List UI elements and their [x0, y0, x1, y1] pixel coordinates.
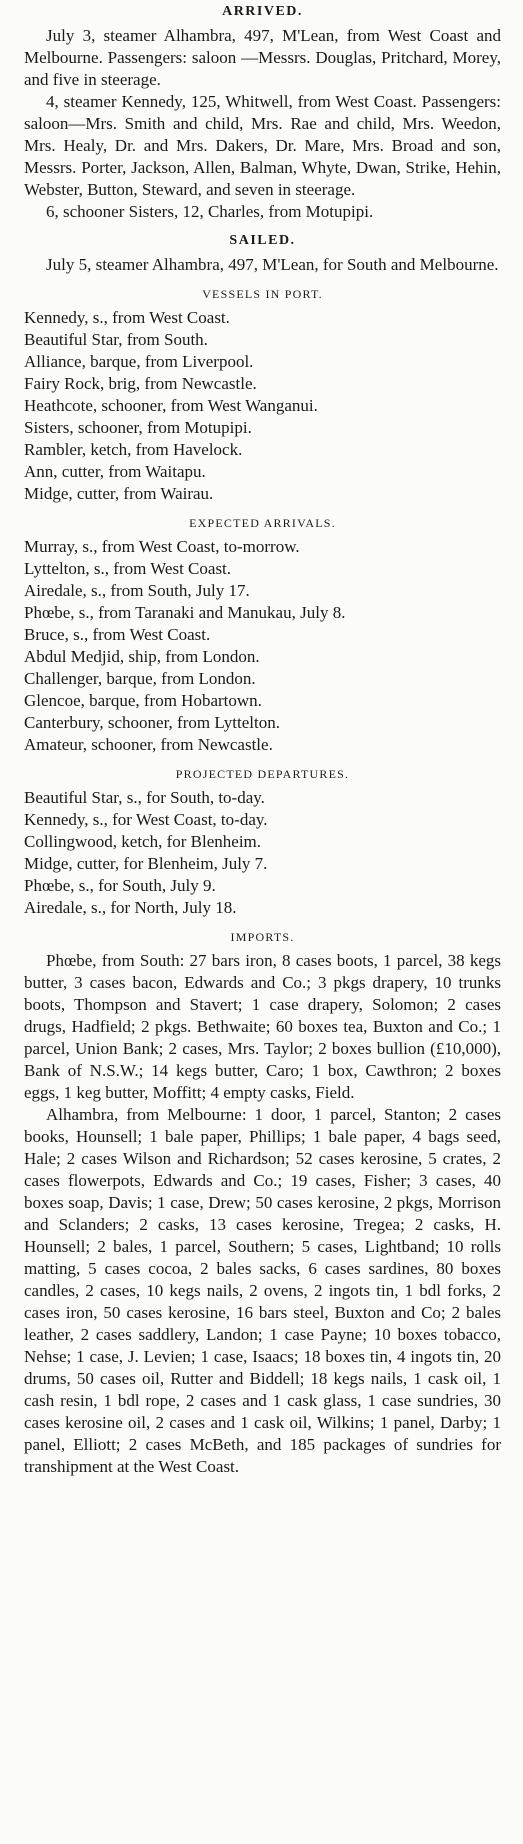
list-item: Kennedy, s., from West Coast. [24, 308, 230, 327]
list-item: Beautiful Star, s., for South, to-day. [24, 788, 265, 807]
list-item: Glencoe, barque, from Hobartown. [24, 691, 262, 710]
imports-heading: IMPORTS. [230, 930, 295, 944]
list-item: Phœbe, s., for South, July 9. [24, 876, 216, 895]
list-item: Lyttelton, s., from West Coast. [24, 559, 232, 578]
list-item: Beautiful Star, from South. [24, 330, 208, 349]
projected-departures-list [24, 787, 501, 919]
list-item: Murray, s., from West Coast, to-morrow. [24, 537, 300, 556]
list-item: Abdul Medjid, ship, from London. [24, 647, 260, 666]
list-item: Amateur, schooner, from Newcastle. [24, 735, 273, 754]
arrived-entry-kennedy: 4, steamer Kennedy, 125, Whitwell, from West Coast. Passengers: saloon—Mrs. Smith and child, Mrs. Rae and child, Mrs. Weedon, Mrs. Healy, Dr. and Mrs. Dakers, Dr. Mare, Mrs. Broad and son, Messrs. Porter, Jackson, Allen, Balman, Whyte, Dwan, Strike, Hehin, Webster, Button, Steward, and seven in steerage. [24, 92, 501, 199]
arrived-heading: ARRIVED. [222, 4, 303, 19]
list-item: Collingwood, ketch, for Blenheim. [24, 832, 262, 851]
projected-departures-heading: PROJECTED DEPARTURES. [175, 767, 350, 781]
list-item: Phœbe, s., from Taranaki and Manukau, July 8. [24, 603, 346, 622]
list-item: Airedale, s., from South, July 17. [24, 581, 250, 600]
list-item: Rambler, ketch, from Havelock. [24, 440, 243, 459]
list-item: Midge, cutter, from Wairau. [24, 484, 214, 503]
vessels-in-port-heading: VESSELS IN PORT. [202, 287, 323, 301]
imports-entry-alhambra: Alhambra, from Melbourne: 1 door, 1 parcel, Stanton; 2 cases books, Hounsell; 1 bale paper, Phillips; 1 bale paper, 4 bags seed, Hale; 2 cases Wilson and Richardson; 52 cases kerosine, 5 crates, 2 cases flowerpots, Edwards and Co.; 19 cases, Fisher; 3 cases, 40 boxes soap, Davis; 1 case, Drew; 50 cases kerosine, 2 pkgs, Morrison and Sclanders; 2 casks, 13 cases kerosine, Tregea; 2 casks, H. Hounsell; 2 bales, 1 parcel, Southern; 5 cases, Lightband; 10 rolls matting, 5 cases cocoa, 2 bales sacks, 6 cases sardines, 80 boxes candles, 2 cases, 10 kegs nails, 2 ovens, 2 ingots tin, 1 bdl forks, 2 cases iron, 50 cases kerosine, 16 bars steel, Buxton and Co; 2 bales leather, 2 cases saddlery, Landon; 1 case Payne; 10 boxes tobacco, Nehse; 1 case, J. Levien; 1 case, Isaacs; 18 boxes tin, 4 ingots tin, 20 drums, 50 cases oil, Rutter and Biddell; 18 kegs nails, 1 cask oil, 1 cash resin, 1 bdl rope, 2 cases and 1 cask glass, 1 case sundries, 30 cases kerosine oil, 2 cases and 1 cask oil, Wilkins; 1 panel, Darby; 1 panel, Elliott; 2 cases McBeth, and 185 packages of sundries for transhipment at the West Coast. [24, 1105, 501, 1476]
list-item: Canterbury, schooner, from Lyttelton. [24, 713, 280, 732]
expected-arrivals-heading: EXPECTED ARRIVALS. [189, 516, 336, 530]
vessels-in-port-list [24, 307, 501, 505]
imports-entry-phoebe: Phœbe, from South: 27 bars iron, 8 cases boots, 1 parcel, 38 kegs butter, 3 cases bacon, Edwards and Co.; 3 pkgs drapery, 10 trunks boots, Thompson and Stavert; 1 case drapery, Solomon; 2 cases drugs, Hadfield; 2 pkgs. Bethwaite; 60 boxes tea, Buxton and Co.; 1 parcel, Union Bank; 2 cases, Mrs. Taylor; 2 boxes bullion (£10,000), Bank of N.S.W.; 14 kegs butter, Caro; 1 box, Cawthron; 2 boxes eggs, 1 keg butter, Moffitt; 4 empty casks, Field. [24, 951, 501, 1102]
list-item: Midge, cutter, for Blenheim, July 7. [24, 854, 268, 873]
sailed-heading: SAILED. [229, 233, 296, 248]
arrived-entry-sisters: 6, schooner Sisters, 12, Charles, from Motupipi. [46, 202, 374, 221]
list-item: Ann, cutter, from Waitapu. [24, 462, 206, 481]
sailed-entry-alhambra: July 5, steamer Alhambra, 497, M'Lean, for South and Melbourne. [46, 255, 499, 274]
list-item: Heathcote, schooner, from West Wanganui. [24, 396, 318, 415]
list-item: Alliance, barque, from Liverpool. [24, 352, 254, 371]
list-item: Airedale, s., for North, July 18. [24, 898, 237, 917]
arrived-entry-alhambra: July 3, steamer Alhambra, 497, M'Lean, from West Coast and Melbourne. Passengers: saloon —Messrs. Douglas, Pritchard, Morey, and five in steerage. [24, 26, 501, 89]
list-item: Kennedy, s., for West Coast, to-day. [24, 810, 268, 829]
list-item: Challenger, barque, from London. [24, 669, 256, 688]
list-item: Bruce, s., from West Coast. [24, 625, 211, 644]
expected-arrivals-list [24, 536, 501, 756]
list-item: Fairy Rock, brig, from Newcastle. [24, 374, 257, 393]
list-item: Sisters, schooner, from Motupipi. [24, 418, 252, 437]
